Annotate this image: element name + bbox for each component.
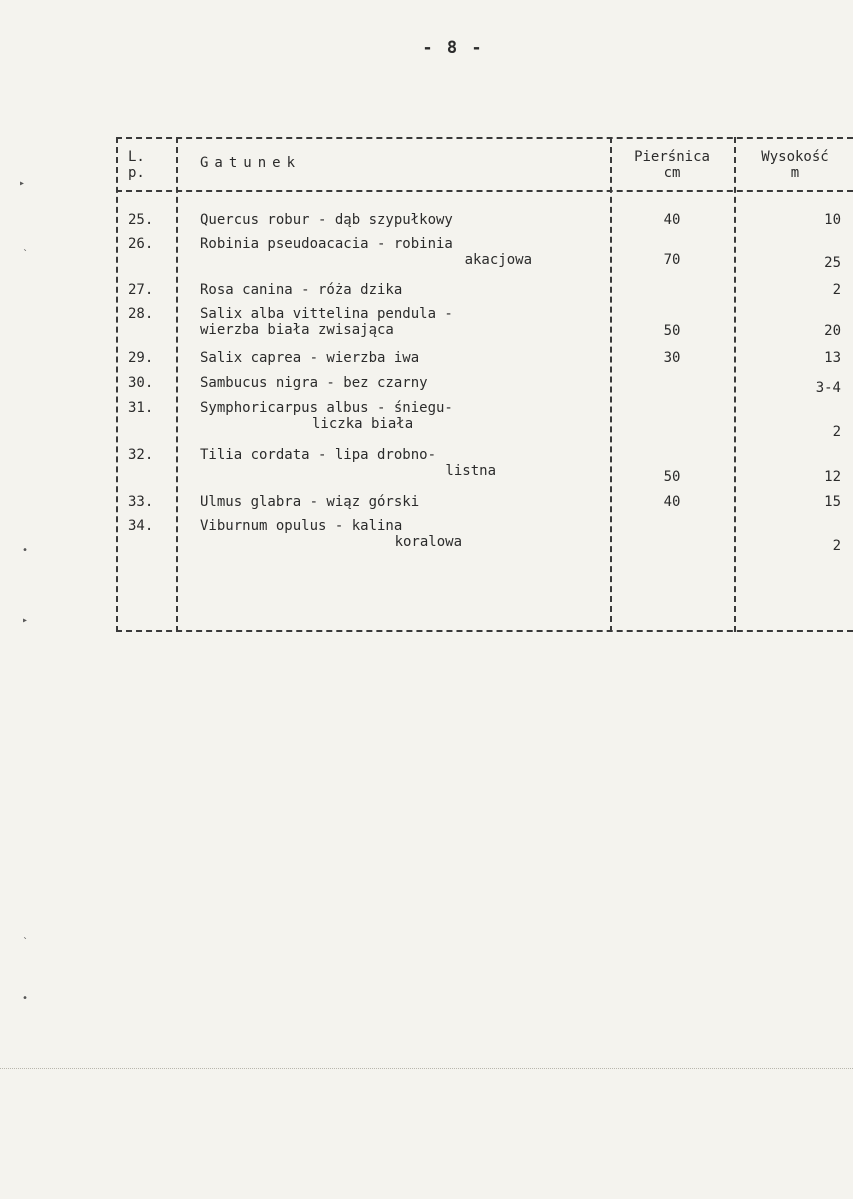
row-name xyxy=(200,375,428,391)
margin-mark: ˎ xyxy=(22,928,29,939)
faint-bleed-line xyxy=(0,1068,853,1069)
row-wysokosc: 15 xyxy=(824,494,841,510)
header-lp-line1: L. xyxy=(128,149,145,165)
header-lp xyxy=(128,149,145,181)
row-wysokosc: 2 xyxy=(832,538,841,554)
row-name-line1: Tilia cordata - lipa drobno- xyxy=(200,447,437,463)
margin-mark: ▸ xyxy=(22,615,29,626)
row-name xyxy=(200,212,453,228)
margin-mark: • xyxy=(22,993,29,1004)
row-name-line1: Rosa canina - róża dzika xyxy=(200,282,403,298)
row-wysokosc: 10 xyxy=(824,212,841,228)
page-number: - 8 - xyxy=(422,38,484,58)
row-wysokosc: 25 xyxy=(824,255,841,271)
row-lp: 34. xyxy=(128,518,154,534)
col-rule-lp xyxy=(176,137,178,632)
row-piersnica: 50 xyxy=(663,469,681,485)
row-piersnica: 70 xyxy=(663,252,681,268)
row-name xyxy=(200,447,496,479)
row-name xyxy=(200,236,532,268)
header-piersnica-line1: Pierśnica xyxy=(634,149,710,165)
row-name-line1: Salix alba vittelina pendula - xyxy=(200,306,453,322)
col-rule-gatunek xyxy=(610,137,612,632)
table-top-rule xyxy=(116,137,853,139)
header-rule xyxy=(116,190,853,192)
row-name-line2: akacjowa xyxy=(464,252,532,268)
row-lp: 25. xyxy=(128,212,154,228)
row-wysokosc: 20 xyxy=(824,323,841,339)
table-left-rule xyxy=(116,137,118,632)
header-piersnica-line2: cm xyxy=(663,165,681,181)
row-name xyxy=(200,494,419,510)
margin-mark: ˎ xyxy=(22,240,29,251)
row-wysokosc: 3-4 xyxy=(815,380,841,396)
row-lp: 32. xyxy=(128,447,154,463)
row-wysokosc: 2 xyxy=(832,282,841,298)
row-piersnica: 40 xyxy=(663,212,681,228)
row-lp: 31. xyxy=(128,400,154,416)
row-wysokosc: 13 xyxy=(824,350,841,366)
row-name-line2: wierzba biała zwisająca xyxy=(200,322,394,338)
margin-mark: • xyxy=(22,545,29,556)
row-name-line1: Robinia pseudoacacia - robinia xyxy=(200,236,453,252)
header-wysokosc-line2: m xyxy=(790,165,800,181)
header-wysokosc-line1: Wysokość xyxy=(761,149,829,165)
col-rule-piersnica xyxy=(734,137,736,632)
row-lp: 27. xyxy=(128,282,154,298)
row-lp: 30. xyxy=(128,375,154,391)
row-name xyxy=(200,518,462,550)
row-piersnica: 40 xyxy=(663,494,681,510)
table-bottom-rule xyxy=(116,630,853,632)
row-name-line2: listna xyxy=(445,463,496,479)
row-lp: 26. xyxy=(128,236,154,252)
row-wysokosc: 2 xyxy=(832,424,841,440)
row-name-line2: koralowa xyxy=(394,534,462,550)
row-name xyxy=(200,282,402,298)
row-name-line1: Quercus robur - dąb szypułkowy xyxy=(200,212,453,228)
row-name-line1: Viburnum opulus - kalina xyxy=(200,518,403,534)
row-name-line1: Sambucus nigra - bez czarny xyxy=(200,375,428,391)
header-gatunek: Gatunek xyxy=(200,155,302,171)
row-wysokosc: 12 xyxy=(824,469,841,485)
row-piersnica: 50 xyxy=(663,323,681,339)
row-name xyxy=(200,350,419,366)
row-name-line2: liczka biała xyxy=(312,416,414,432)
header-wysokosc xyxy=(737,149,853,181)
header-piersnica xyxy=(613,149,731,181)
row-lp: 33. xyxy=(128,494,154,510)
row-name xyxy=(200,400,532,432)
row-name xyxy=(200,306,532,338)
species-table xyxy=(116,137,853,634)
margin-mark: ▸ xyxy=(19,178,26,189)
header-lp-line2: p. xyxy=(128,165,145,181)
row-name-line1: Salix caprea - wierzba iwa xyxy=(200,350,420,366)
row-name-line1: Symphoricarpus albus - śniegu- xyxy=(200,400,453,416)
row-lp: 28. xyxy=(128,306,154,322)
row-piersnica: 30 xyxy=(663,350,681,366)
row-name-line1: Ulmus glabra - wiąz górski xyxy=(200,494,420,510)
row-lp: 29. xyxy=(128,350,154,366)
